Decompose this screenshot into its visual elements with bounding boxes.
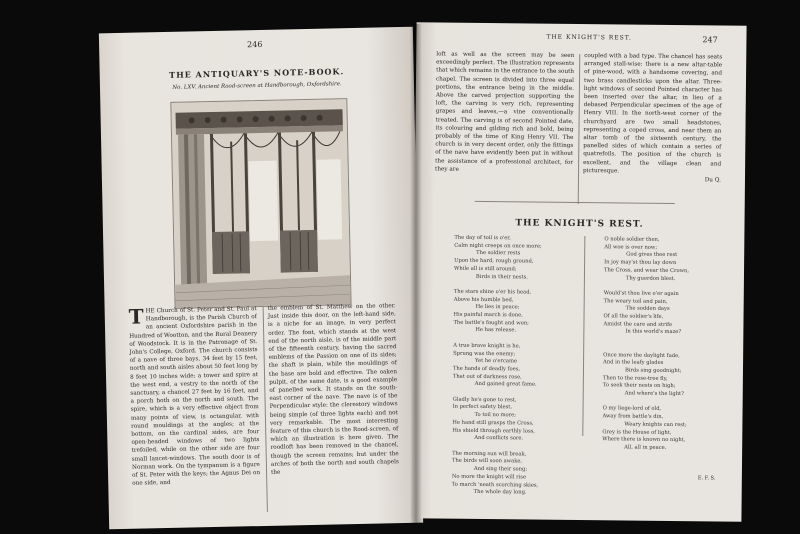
- poem-line: The weary toil and pain,: [603, 297, 668, 305]
- column-divider-right: [578, 54, 581, 204]
- poem-line: Where there is known no night,: [602, 436, 686, 444]
- drop-cap: T: [128, 304, 144, 329]
- poem-line: And where's the light?: [624, 390, 684, 398]
- poem-line: His painful march is done,: [453, 311, 523, 319]
- left-page: [99, 27, 423, 529]
- poem-line: He hand still grasps the Cross,: [452, 419, 534, 427]
- poem-line: Gladly he's gone to rest,: [452, 396, 517, 404]
- article-signature: Du Q.: [704, 177, 721, 184]
- poem-line: The hands of deadly foes,: [452, 365, 521, 373]
- poem-line: Sprung was the enemy;: [453, 350, 516, 357]
- poem-line: In joy may'st thou lay down: [604, 259, 677, 267]
- poem-line: Upon the hard, rough ground,: [454, 257, 534, 265]
- poem-line: O my liege-lord of old,: [602, 405, 662, 413]
- poem-line: The battle's fought and won;: [453, 319, 529, 327]
- poem-line: And conflicts sore.: [474, 435, 524, 442]
- poem-line: Then to the rose-tree fly,: [602, 374, 668, 382]
- poem-line: O noble soldier then,: [604, 236, 660, 243]
- poem-line: The stars shine o'er his head,: [453, 288, 532, 296]
- poem-line: Thy guerdon blest.: [625, 275, 676, 282]
- poem-line: Yet he o'ercame: [475, 358, 518, 365]
- poem-column-1: [452, 235, 583, 498]
- left-page-number: 246: [247, 39, 263, 50]
- poem-line: He lies in peace;: [475, 304, 520, 311]
- poem-line: The sodden days: [625, 305, 670, 313]
- poem-line: No more the knight will rise: [451, 473, 527, 481]
- poem-line: All, all in peace.: [624, 444, 667, 451]
- poem-line: That out of darkness rose,: [452, 373, 522, 381]
- poem-line: In this world's maze?: [625, 328, 682, 336]
- poem-line: The birds will soon awake,: [451, 458, 523, 465]
- right-page-column-2-text: coupled with a bad type. The chancel has seats arranged stall-wise: there is a new altar-table of pine-wood, with a handsome covering, and two brass candlesticks upon the altar. Three-light windows of second Pointed character has been inserted over the altar, in lieu of a debased Perpendicular specimen of the age of Henry VIII. In the north-west corner of the churchyard are two small headstones, representing a coped cross, and near them an altar tomb of the sixteenth century, the panelled sides of which contain a series of quatrefoils. The position of the church is excellent, and the village clean and picturesque.: [583, 53, 723, 175]
- rood-screen-engraving: [170, 98, 351, 309]
- poem-line: A true brave knight is he,: [453, 342, 521, 350]
- poem-line: Birds sing goodnight;: [624, 367, 682, 375]
- poem-line: Birds in their nests.: [475, 273, 528, 280]
- poem-column-2: [602, 236, 732, 453]
- book-gutter: [410, 24, 422, 524]
- poem-line: And gained great fame.: [474, 381, 537, 388]
- poem-line: God gives thee rest: [626, 251, 678, 259]
- poem-line: Once more the daylight fade,: [603, 351, 680, 359]
- right-page-column-1: loft as well as the screen may be seen exceedingly perfect. The illustration represents that which remains in the entrance to the south chapel. The screen is divided into three equal portions, the entrance being in the middle. Above the carved projection supporting the loft, the carving is very rich, representing grapes and leaves,—a vine conventionally treated. The carving is of second Pointed date, its colouring and gilding rich and bold, being probably of the time of King Henry VII. The church is in very decent order, only the fittings of the nave have evidently been put in without the assistance of a professional architect, for they are: [435, 51, 575, 173]
- poem-line: Of all the soldier's life,: [603, 313, 664, 320]
- running-head: THE KNIGHT'S REST.: [546, 33, 632, 42]
- poem-line: The morning sun will break,: [452, 450, 527, 458]
- poem-signature: E. F. S.: [697, 475, 716, 482]
- poem-title: THE KNIGHT'S REST.: [515, 218, 644, 230]
- rood-screen-illustration: [171, 99, 350, 308]
- poem-line: Amidst the care and strife: [603, 320, 673, 328]
- right-page-column-2: [583, 52, 722, 185]
- poem-line: To toil no more;: [474, 412, 516, 419]
- poem-line: Away from battle's din,: [602, 413, 664, 421]
- left-page-column-2: the emblem of St. Matthew on the other. Just inside this door, on the left-hand side, is a niche for an image, in very perfect order. The font, which stands at the west end of the north aisle, is of the middle part of the fifteenth century, having the sacred emblems of the Passion on one of its sides; the shaft is plain, while the mouldings of the base are bold and effective. The oaken pulpit, of the same date, is a good example of panelled work. It stands on the south-east corner of the nave. The nave is of the Perpendicular style: the clerestory windows being simple (of three lights each) and not very remarkable. The most interesting feature of this church is the Rood-screen, of which an illustration is here given. The roodloft has been removed in the chancel, though the screen remains; but under the arches of both the north and south chapels the: [267, 303, 399, 476]
- left-page-column-1-text: HE Church of St. Peter and St. Paul at Handborough, is the Parish Church of an ancient Oxfordshire parish in the Hundred of Wootton, and the Rural Deanery of Woodstock. It is in the Patronage of St. John's College, Oxford. The church consists of a nave of three bays, 34 feet by 15 feet, north and south aisles about 50 feet long by 8 feet 10 inches wide; a tower and spire at the west end, a vestry to the north of the sanctuary, a chancel 27 feet by 16 feet, and a porch both on the north and south. The spire, which is a very effective object from many points of view, is octangular, with round mouldings at the angles; at the bottom, on the cardinal sides, are four open-headed windows of two lights trefoiled, while on the other side are four small lancet-windows. The south door is of Norman work. On the tympanum is a figure of St. Peter with the keys; the Agnus Dei on one side, and: [129, 306, 261, 488]
- column-divider: [263, 306, 268, 512]
- poem-line: To march 'neath scorching skies,: [451, 481, 539, 489]
- poem-line: The whole day long.: [473, 489, 527, 496]
- poem-line: The day of toil is o'er,: [454, 234, 511, 242]
- poem-line: The Cross, and wear the Crown,: [603, 267, 690, 274]
- poem-line: In perfect safety blest,: [452, 404, 513, 411]
- poem-line: His shield through earthly loss,: [452, 427, 535, 435]
- right-page: [411, 22, 746, 521]
- right-page-number: 247: [702, 35, 718, 45]
- poem-line: He has release.: [475, 327, 517, 334]
- poem-line: Would'st thou live o'er again: [603, 290, 679, 297]
- left-page-column-1: [129, 305, 261, 488]
- poem-line: Weary knights can rest;: [624, 421, 687, 429]
- poem-line: To seek their nests on high;: [602, 382, 676, 390]
- poem-line: And sing their song;: [473, 466, 528, 473]
- poem-line: Calm night creeps on once more;: [454, 242, 542, 250]
- page-subtitle: No. LXV. Ancient Rood-screen at Handborough, Oxfordshire.: [172, 81, 342, 91]
- poem-line: Grey is the House of light,: [602, 428, 672, 436]
- poem-divider: [582, 236, 585, 436]
- section-rule: [475, 201, 675, 204]
- page-title: THE ANTIQUARY'S NOTE-BOOK.: [169, 66, 345, 80]
- poem-line: Above his humble bed,: [453, 296, 514, 303]
- poem-line: All woe is over now;: [604, 243, 658, 251]
- poem-line: The soldier rests: [476, 250, 521, 257]
- poem-line: While all is still around;: [453, 265, 517, 273]
- poem-line: And in the leafy glades: [603, 359, 664, 367]
